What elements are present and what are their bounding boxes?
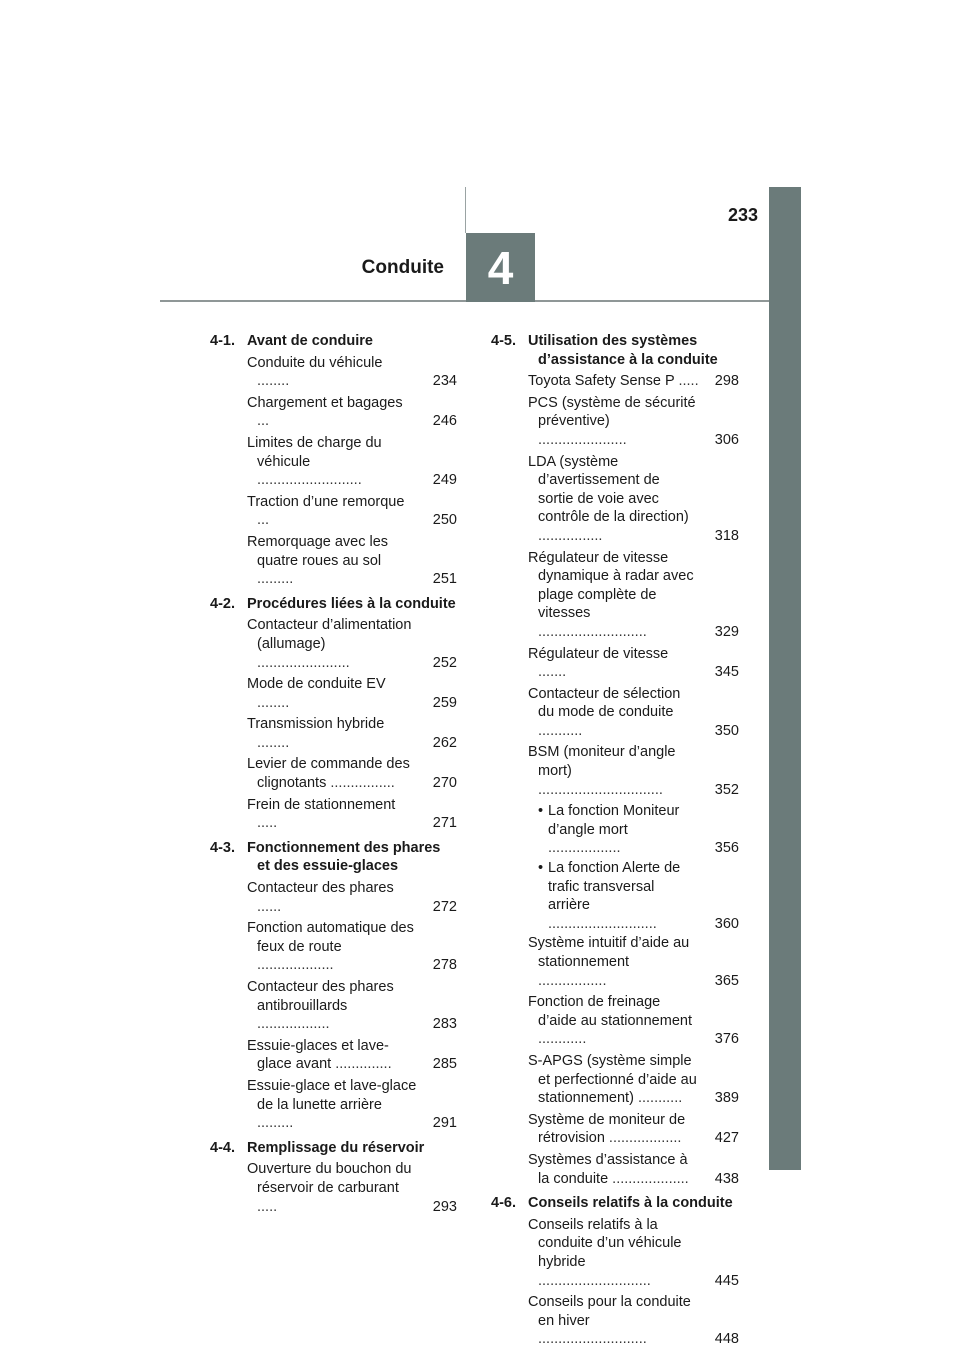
toc-entry[interactable] — [528, 1151, 739, 1188]
toc-entry[interactable] — [528, 993, 739, 1049]
toc-entry[interactable] — [247, 879, 457, 916]
entry-page-number: 262 — [432, 734, 457, 751]
entry-page-number: 365 — [714, 972, 739, 989]
dot-leader: ........... — [633, 1090, 683, 1107]
entry-page-number: 250 — [432, 512, 457, 529]
dot-leader: ........................... — [538, 623, 647, 640]
section-title: Avant de conduire — [247, 333, 373, 349]
dot-leader: ............ — [538, 1031, 587, 1048]
entry-label: Mode de conduite EV — [247, 676, 386, 693]
entry-label: Conseils pour la conduite en hiver — [528, 1294, 691, 1329]
entry-label: La fonction Alerte de trafic transversal arrière — [548, 860, 681, 914]
section-title: Procédures liées à la conduite — [247, 595, 456, 612]
entry-page-number: 272 — [432, 898, 457, 915]
section-number: 4-1. — [210, 333, 235, 349]
page-number: 233 — [727, 205, 758, 225]
toc-entry[interactable] — [528, 934, 739, 990]
entry-page-number: 298 — [714, 373, 739, 390]
section-heading[interactable] — [491, 1194, 739, 1213]
toc-entry[interactable] — [247, 755, 457, 792]
entry-label: Remorquage avec les quatre roues au sol — [247, 533, 389, 569]
entry-page-number: 448 — [714, 1331, 739, 1348]
section-number: 4-4. — [210, 1139, 235, 1156]
dot-leader: ......... — [257, 571, 294, 588]
section-number: 4-2. — [210, 595, 235, 612]
dot-leader: ................. — [538, 972, 607, 989]
section-heading[interactable] — [210, 332, 457, 351]
section-number: 4-5. — [491, 333, 516, 349]
toc-right-column — [491, 332, 739, 1355]
entry-label: Transmission hybride — [247, 716, 385, 733]
entry-label: La fonction Moniteur d’angle mort — [548, 803, 680, 838]
entry-page-number: 350 — [714, 722, 739, 739]
toc-entry[interactable] — [247, 533, 457, 589]
dot-leader: ................ — [326, 775, 395, 792]
toc-entry[interactable] — [247, 919, 457, 975]
toc-sub-entry[interactable] — [528, 859, 739, 933]
dot-leader: ....... — [538, 664, 567, 681]
entry-page-number: 345 — [714, 664, 739, 681]
entry-page-number: 283 — [432, 1016, 457, 1033]
dot-leader: ... — [257, 512, 270, 529]
entry-page-number: 293 — [432, 1198, 457, 1215]
entry-page-number: 360 — [714, 915, 739, 932]
entry-label: Système intuitif d’aide au stationnement — [528, 935, 690, 970]
toc-entry[interactable] — [247, 1037, 457, 1074]
toc-entry[interactable] — [528, 1111, 739, 1148]
entry-page-number: 389 — [714, 1090, 739, 1107]
entry-page-number: 271 — [432, 815, 457, 832]
dot-leader: ............................ — [538, 1272, 651, 1289]
entry-label: Conduite du véhicule — [247, 354, 383, 371]
entry-label: PCS (système de sécurité préventive) — [528, 394, 696, 430]
entry-label: S-APGS (système simple et perfectionné d’aide au stationnement) — [528, 1052, 697, 1107]
dot-leader: ............................... — [538, 781, 663, 798]
chapter-side-tab — [769, 187, 801, 1170]
section-heading[interactable] — [210, 1139, 457, 1158]
entry-page-number: 246 — [432, 413, 457, 430]
vertical-divider — [465, 187, 466, 233]
dot-leader: .................. — [257, 1016, 330, 1033]
toc-entry[interactable] — [528, 1052, 739, 1108]
dot-leader: ......... — [257, 1115, 294, 1132]
dot-leader: ..... — [257, 815, 278, 832]
toc-entry[interactable] — [247, 796, 457, 833]
dot-leader: ........ — [257, 694, 290, 711]
entry-page-number: 270 — [432, 775, 457, 792]
entry-label: Contacteur des phares — [247, 880, 394, 897]
entry-page-number: 251 — [432, 571, 457, 588]
entry-page-number: 285 — [432, 1056, 457, 1073]
dot-leader: ................... — [608, 1170, 689, 1187]
dot-leader: ...... — [257, 898, 282, 915]
dot-leader: ... — [257, 413, 270, 430]
toc-entry[interactable] — [528, 453, 739, 546]
toc-entry[interactable] — [247, 616, 457, 672]
entry-page-number: 252 — [432, 654, 457, 671]
entry-label: Essuie-glace et lave-glace de la lunette arrière — [247, 1077, 417, 1113]
section-number: 4-3. — [210, 839, 235, 856]
entry-label: Essuie-glaces et lave-glace avant — [247, 1037, 389, 1073]
entry-label: Fonction de freinage d’aide au stationnement — [528, 994, 692, 1029]
entry-page-number: 438 — [714, 1170, 739, 1187]
section-title: Fonctionnement des phares et des essuie-glaces — [247, 839, 441, 875]
toc-entry[interactable] — [528, 549, 739, 642]
entry-label: Régulateur de vitesse dynamique à radar avec plage complète de vitesses — [528, 549, 694, 622]
toc-left-column — [210, 332, 457, 1222]
entry-page-number: 445 — [714, 1272, 739, 1289]
entry-page-number: 234 — [432, 373, 457, 390]
dot-leader: ........................... — [538, 1331, 647, 1348]
header-rule — [160, 300, 769, 302]
dot-leader: ....................... — [257, 654, 350, 671]
chapter-number-box — [466, 233, 535, 302]
entry-page-number: 352 — [714, 781, 739, 798]
entry-label: Contacteur des phares antibrouillards — [247, 979, 394, 1014]
dot-leader: .................. — [604, 1130, 682, 1147]
dot-leader: ........ — [257, 734, 290, 751]
toc-entry[interactable] — [528, 645, 739, 682]
entry-label: Ouverture du bouchon du réservoir de carburant — [247, 1161, 412, 1196]
entry-page-number: 259 — [432, 694, 457, 711]
dot-leader: ........ — [257, 373, 290, 390]
dot-leader: ................... — [257, 957, 334, 974]
entry-label: Systèmes d’assistance à la conduite — [528, 1151, 688, 1187]
toc-sub-entry[interactable] — [528, 802, 739, 858]
bullet-icon: • — [538, 860, 544, 877]
entry-label: Traction d’une remorque — [247, 493, 405, 510]
section-heading[interactable] — [210, 595, 457, 614]
entry-label: Toyota Safety Sense P — [528, 373, 675, 390]
toc-entry[interactable] — [528, 1216, 739, 1290]
toc-entry[interactable] — [528, 372, 739, 391]
entry-label: Système de moniteur de rétrovision — [528, 1111, 686, 1147]
toc-entry[interactable] — [247, 493, 457, 530]
toc-entry[interactable] — [528, 394, 739, 450]
entry-label: Fonction automatique des feux de route — [247, 920, 414, 955]
toc-section — [210, 1139, 457, 1216]
bullet-icon: • — [538, 803, 544, 820]
entry-page-number: 356 — [714, 840, 739, 857]
section-heading[interactable] — [491, 332, 739, 369]
section-heading[interactable] — [210, 839, 457, 876]
toc-entry[interactable] — [247, 394, 457, 431]
entry-page-number: 318 — [714, 527, 739, 544]
entry-page-number: 249 — [432, 472, 457, 489]
dot-leader: .............. — [331, 1056, 392, 1073]
dot-leader: ...................... — [538, 431, 627, 448]
toc-entry[interactable] — [528, 743, 739, 799]
toc-section — [491, 1194, 739, 1349]
dot-leader: .................. — [548, 840, 621, 857]
section-title: Utilisation des systèmes d’assistance à la conduite — [528, 333, 718, 368]
entry-label: Limites de charge du véhicule — [247, 434, 382, 470]
toc-entry[interactable] — [528, 1293, 739, 1349]
dot-leader: ..... — [674, 373, 699, 390]
entry-label: Chargement et bagages — [247, 394, 403, 411]
entry-page-number: 278 — [432, 957, 457, 974]
entry-label: Contacteur d’alimentation (allumage) — [247, 617, 412, 652]
toc-entry[interactable] — [247, 715, 457, 752]
section-title: Remplissage du réservoir — [247, 1139, 425, 1156]
entry-label: Conseils relatifs à la conduite d’un véhicule hybride — [528, 1216, 682, 1270]
toc-section — [210, 839, 457, 1133]
chapter-number: 4 — [487, 241, 514, 294]
entry-label: Frein de stationnement — [247, 796, 396, 813]
toc-entry[interactable] — [247, 675, 457, 712]
entry-label: Contacteur de sélection du mode de conduite — [528, 685, 681, 721]
dot-leader: ........................... — [548, 915, 657, 932]
toc-entry[interactable] — [247, 354, 457, 391]
toc-entry[interactable] — [247, 1077, 457, 1133]
entry-label: LDA (système d’avertissement de sortie de voie avec contrôle de la direction) — [528, 453, 689, 526]
entry-page-number: 376 — [714, 1031, 739, 1048]
entry-page-number: 329 — [714, 623, 739, 640]
section-title: Conseils relatifs à la conduite — [528, 1195, 733, 1212]
section-number: 4-6. — [491, 1195, 516, 1212]
toc-entry[interactable] — [247, 1160, 457, 1216]
entry-page-number: 306 — [714, 431, 739, 448]
dot-leader: .......................... — [257, 472, 362, 489]
dot-leader: ..... — [257, 1198, 278, 1215]
entry-page-number: 291 — [432, 1115, 457, 1132]
chapter-title: Conduite — [361, 257, 444, 278]
toc-section — [210, 332, 457, 589]
toc-entry[interactable] — [247, 978, 457, 1034]
dot-leader: ................ — [538, 527, 603, 544]
toc-entry[interactable] — [247, 434, 457, 490]
entry-label: Régulateur de vitesse — [528, 645, 669, 662]
entry-label: BSM (moniteur d’angle mort) — [528, 744, 676, 780]
toc-section — [491, 332, 739, 1188]
toc-entry[interactable] — [528, 685, 739, 741]
toc-section — [210, 595, 457, 833]
entry-page-number: 427 — [714, 1130, 739, 1147]
entry-label: Levier de commande des clignotants — [247, 756, 410, 792]
dot-leader: ........... — [538, 722, 583, 739]
